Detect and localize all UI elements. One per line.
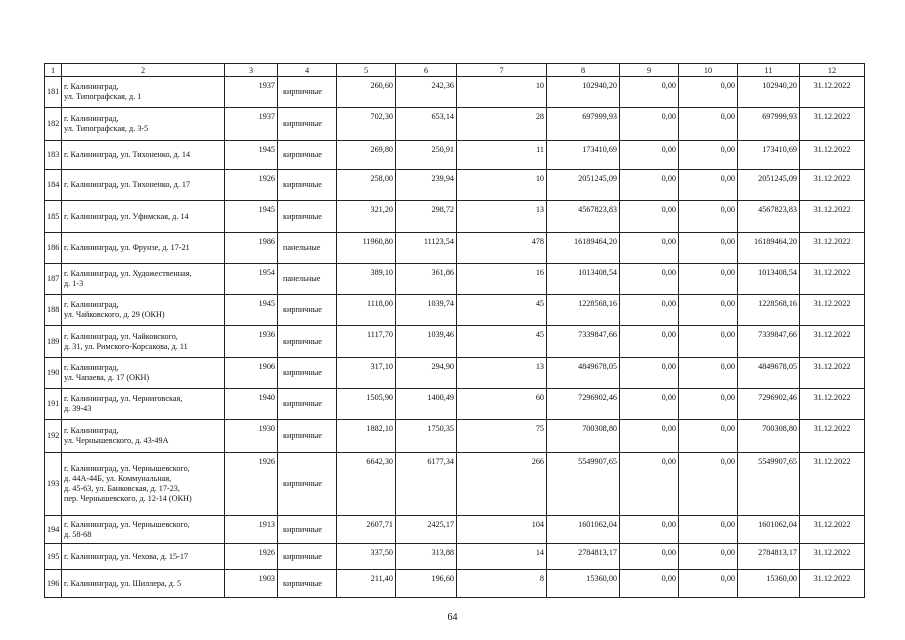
completion-date-cell: 31.12.2022	[800, 358, 865, 389]
column-header: 4	[278, 64, 337, 77]
table-body	[45, 64, 865, 598]
local-budget-cost-cell: 0,00	[679, 170, 738, 201]
year-built-cell: 1903	[225, 570, 278, 598]
wall-material-cell: кирпичные	[278, 141, 337, 170]
total-area-cell: 1882,10	[337, 420, 396, 453]
regional-fund-cost-cell: 0,00	[620, 326, 679, 358]
owners-funds-cost-cell: 4849678,05	[738, 358, 800, 389]
row-number-cell: 182	[45, 108, 62, 141]
completion-date-cell: 31.12.2022	[800, 233, 865, 264]
repair-cost-total-cell: 700308,80	[547, 420, 620, 453]
total-area-cell: 389,10	[337, 264, 396, 295]
address-cell: г. Калининград, ул. Чернышевского, д. 43-49А	[62, 420, 225, 453]
regional-fund-cost-cell: 0,00	[620, 295, 679, 326]
wall-material-cell: кирпичные	[278, 453, 337, 516]
local-budget-cost-cell: 0,00	[679, 264, 738, 295]
owners-funds-cost-cell: 173410,69	[738, 141, 800, 170]
row-number-cell: 195	[45, 544, 62, 570]
regional-fund-cost-cell: 0,00	[620, 570, 679, 598]
address-cell: г. Калининград, ул. Чайковского, д. 29 (ОКН)	[62, 295, 225, 326]
regional-fund-cost-cell: 0,00	[620, 108, 679, 141]
column-header: 5	[337, 64, 396, 77]
completion-date-cell: 31.12.2022	[800, 141, 865, 170]
year-built-cell: 1906	[225, 358, 278, 389]
row-number-cell: 181	[45, 77, 62, 108]
year-built-cell: 1945	[225, 201, 278, 233]
total-area-cell: 337,50	[337, 544, 396, 570]
total-area-cell: 269,80	[337, 141, 396, 170]
address-cell: г. Калининград, ул. Чернышевского, д. 58-68	[62, 516, 225, 544]
wall-material-cell: кирпичные	[278, 358, 337, 389]
completion-date-cell: 31.12.2022	[800, 170, 865, 201]
local-budget-cost-cell: 0,00	[679, 420, 738, 453]
row-number-cell: 183	[45, 141, 62, 170]
completion-date-cell: 31.12.2022	[800, 108, 865, 141]
regional-fund-cost-cell: 0,00	[620, 389, 679, 420]
address-cell: г. Калининград, ул. Фрунзе, д. 17-21	[62, 233, 225, 264]
table-row	[45, 141, 865, 170]
column-header: 11	[738, 64, 800, 77]
repair-cost-total-cell: 2051245,09	[547, 170, 620, 201]
residents-count-cell: 104	[457, 516, 547, 544]
row-number-cell: 187	[45, 264, 62, 295]
table-row	[45, 544, 865, 570]
table-row	[45, 358, 865, 389]
owners-funds-cost-cell: 2784813,17	[738, 544, 800, 570]
residents-count-cell: 13	[457, 201, 547, 233]
owners-funds-cost-cell: 1013408,54	[738, 264, 800, 295]
completion-date-cell: 31.12.2022	[800, 201, 865, 233]
completion-date-cell: 31.12.2022	[800, 420, 865, 453]
local-budget-cost-cell: 0,00	[679, 201, 738, 233]
row-number-cell: 196	[45, 570, 62, 598]
living-area-cell: 1039,74	[396, 295, 457, 326]
address-cell: г. Калининград, ул. Художественная, д. 1-3	[62, 264, 225, 295]
table-row	[45, 516, 865, 544]
address-cell: г. Калининград, ул. Черниговская, д. 39-43	[62, 389, 225, 420]
column-header: 7	[457, 64, 547, 77]
address-cell: г. Калининград, ул. Шиллера, д. 5	[62, 570, 225, 598]
owners-funds-cost-cell: 15360,00	[738, 570, 800, 598]
residents-count-cell: 266	[457, 453, 547, 516]
row-number-cell: 189	[45, 326, 62, 358]
living-area-cell: 294,90	[396, 358, 457, 389]
column-header: 2	[62, 64, 225, 77]
owners-funds-cost-cell: 2051245,09	[738, 170, 800, 201]
regional-fund-cost-cell: 0,00	[620, 141, 679, 170]
regional-fund-cost-cell: 0,00	[620, 77, 679, 108]
local-budget-cost-cell: 0,00	[679, 233, 738, 264]
total-area-cell: 1505,90	[337, 389, 396, 420]
living-area-cell: 239,94	[396, 170, 457, 201]
residents-count-cell: 14	[457, 544, 547, 570]
table-row	[45, 389, 865, 420]
regional-fund-cost-cell: 0,00	[620, 358, 679, 389]
local-budget-cost-cell: 0,00	[679, 326, 738, 358]
residents-count-cell: 13	[457, 358, 547, 389]
column-header: 10	[679, 64, 738, 77]
residents-count-cell: 75	[457, 420, 547, 453]
wall-material-cell: кирпичные	[278, 570, 337, 598]
table-row	[45, 295, 865, 326]
repair-cost-total-cell: 1228568,16	[547, 295, 620, 326]
repair-cost-total-cell: 4849678,05	[547, 358, 620, 389]
repair-cost-total-cell: 2784813,17	[547, 544, 620, 570]
owners-funds-cost-cell: 102940,20	[738, 77, 800, 108]
address-cell: г. Калининград, ул. Чехова, д. 15-17	[62, 544, 225, 570]
regional-fund-cost-cell: 0,00	[620, 233, 679, 264]
owners-funds-cost-cell: 16189464,20	[738, 233, 800, 264]
wall-material-cell: кирпичные	[278, 420, 337, 453]
owners-funds-cost-cell: 697999,93	[738, 108, 800, 141]
regional-fund-cost-cell: 0,00	[620, 201, 679, 233]
repair-cost-total-cell: 15360,00	[547, 570, 620, 598]
completion-date-cell: 31.12.2022	[800, 264, 865, 295]
column-header: 1	[45, 64, 62, 77]
column-header: 9	[620, 64, 679, 77]
living-area-cell: 1400,49	[396, 389, 457, 420]
table-row	[45, 264, 865, 295]
regional-fund-cost-cell: 0,00	[620, 544, 679, 570]
repair-cost-total-cell: 697999,93	[547, 108, 620, 141]
page-number: 64	[447, 612, 458, 623]
completion-date-cell: 31.12.2022	[800, 453, 865, 516]
wall-material-cell: кирпичные	[278, 544, 337, 570]
regional-fund-cost-cell: 0,00	[620, 420, 679, 453]
year-built-cell: 1937	[225, 77, 278, 108]
repair-cost-total-cell: 7296902,46	[547, 389, 620, 420]
residents-count-cell: 11	[457, 141, 547, 170]
total-area-cell: 211,40	[337, 570, 396, 598]
regional-fund-cost-cell: 0,00	[620, 170, 679, 201]
year-built-cell: 1936	[225, 326, 278, 358]
completion-date-cell: 31.12.2022	[800, 389, 865, 420]
year-built-cell: 1926	[225, 453, 278, 516]
living-area-cell: 298,72	[396, 201, 457, 233]
local-budget-cost-cell: 0,00	[679, 389, 738, 420]
residents-count-cell: 45	[457, 295, 547, 326]
regional-fund-cost-cell: 0,00	[620, 516, 679, 544]
row-number-cell: 194	[45, 516, 62, 544]
repair-cost-total-cell: 7339847,66	[547, 326, 620, 358]
wall-material-cell: кирпичные	[278, 108, 337, 141]
address-cell: г. Калининград, ул. Чернышевского, д. 44А-44Б, ул. Коммунальная, д. 45-63, ул. Банковская, д. 17-23, пер. Чернышевского, д. 12-14 (ОКН)	[62, 453, 225, 516]
year-built-cell: 1937	[225, 108, 278, 141]
living-area-cell: 653,14	[396, 108, 457, 141]
local-budget-cost-cell: 0,00	[679, 141, 738, 170]
table-row	[45, 420, 865, 453]
year-built-cell: 1913	[225, 516, 278, 544]
row-number-cell: 184	[45, 170, 62, 201]
year-built-cell: 1954	[225, 264, 278, 295]
wall-material-cell: панельные	[278, 233, 337, 264]
completion-date-cell: 31.12.2022	[800, 570, 865, 598]
year-built-cell: 1930	[225, 420, 278, 453]
table-row	[45, 453, 865, 516]
year-built-cell: 1926	[225, 544, 278, 570]
owners-funds-cost-cell: 4567823,83	[738, 201, 800, 233]
regional-fund-cost-cell: 0,00	[620, 453, 679, 516]
living-area-cell: 242,36	[396, 77, 457, 108]
table-row	[45, 570, 865, 598]
living-area-cell: 1750,35	[396, 420, 457, 453]
address-cell: г. Калининград, ул. Тихоненко, д. 14	[62, 141, 225, 170]
total-area-cell: 260,60	[337, 77, 396, 108]
repair-cost-total-cell: 16189464,20	[547, 233, 620, 264]
repair-cost-total-cell: 1601062,04	[547, 516, 620, 544]
residents-count-cell: 45	[457, 326, 547, 358]
residents-count-cell: 10	[457, 170, 547, 201]
column-header: 3	[225, 64, 278, 77]
local-budget-cost-cell: 0,00	[679, 544, 738, 570]
local-budget-cost-cell: 0,00	[679, 516, 738, 544]
repair-cost-total-cell: 4567823,83	[547, 201, 620, 233]
wall-material-cell: кирпичные	[278, 201, 337, 233]
living-area-cell: 361,86	[396, 264, 457, 295]
address-cell: г. Калининград, ул. Тихоненко, д. 17	[62, 170, 225, 201]
total-area-cell: 317,10	[337, 358, 396, 389]
local-budget-cost-cell: 0,00	[679, 77, 738, 108]
residents-count-cell: 16	[457, 264, 547, 295]
address-cell: г. Калининград, ул. Чайковского, д. 31, ул. Римского-Корсакова, д. 11	[62, 326, 225, 358]
repair-cost-total-cell: 1013408,54	[547, 264, 620, 295]
wall-material-cell: кирпичные	[278, 516, 337, 544]
column-header: 12	[800, 64, 865, 77]
wall-material-cell: панельные	[278, 264, 337, 295]
residents-count-cell: 478	[457, 233, 547, 264]
column-header: 8	[547, 64, 620, 77]
living-area-cell: 1039,46	[396, 326, 457, 358]
table-row	[45, 170, 865, 201]
capital-repair-register-table	[44, 63, 865, 598]
total-area-cell: 11960,80	[337, 233, 396, 264]
living-area-cell: 2425,17	[396, 516, 457, 544]
address-cell: г. Калининград, ул. Чапаева, д. 17 (ОКН)	[62, 358, 225, 389]
repair-cost-total-cell: 5549907,65	[547, 453, 620, 516]
table-row	[45, 326, 865, 358]
address-cell: г. Калининград, ул. Уфимская, д. 14	[62, 201, 225, 233]
living-area-cell: 250,91	[396, 141, 457, 170]
local-budget-cost-cell: 0,00	[679, 295, 738, 326]
row-number-cell: 193	[45, 453, 62, 516]
row-number-cell: 185	[45, 201, 62, 233]
living-area-cell: 6177,34	[396, 453, 457, 516]
wall-material-cell: кирпичные	[278, 389, 337, 420]
total-area-cell: 2607,71	[337, 516, 396, 544]
regional-fund-cost-cell: 0,00	[620, 264, 679, 295]
total-area-cell: 321,20	[337, 201, 396, 233]
completion-date-cell: 31.12.2022	[800, 326, 865, 358]
address-cell: г. Калининград, ул. Типографская, д. 1	[62, 77, 225, 108]
local-budget-cost-cell: 0,00	[679, 358, 738, 389]
living-area-cell: 11123,54	[396, 233, 457, 264]
repair-cost-total-cell: 173410,69	[547, 141, 620, 170]
wall-material-cell: кирпичные	[278, 295, 337, 326]
owners-funds-cost-cell: 7339847,66	[738, 326, 800, 358]
total-area-cell: 258,00	[337, 170, 396, 201]
row-number-cell: 186	[45, 233, 62, 264]
repair-cost-total-cell: 102940,20	[547, 77, 620, 108]
total-area-cell: 6642,30	[337, 453, 396, 516]
table-row	[45, 233, 865, 264]
year-built-cell: 1986	[225, 233, 278, 264]
total-area-cell: 1117,70	[337, 326, 396, 358]
owners-funds-cost-cell: 1228568,16	[738, 295, 800, 326]
owners-funds-cost-cell: 1601062,04	[738, 516, 800, 544]
total-area-cell: 1118,00	[337, 295, 396, 326]
wall-material-cell: кирпичные	[278, 170, 337, 201]
table-row	[45, 201, 865, 233]
total-area-cell: 702,30	[337, 108, 396, 141]
living-area-cell: 196,60	[396, 570, 457, 598]
column-number-row	[45, 64, 865, 77]
wall-material-cell: кирпичные	[278, 326, 337, 358]
completion-date-cell: 31.12.2022	[800, 516, 865, 544]
row-number-cell: 188	[45, 295, 62, 326]
owners-funds-cost-cell: 5549907,65	[738, 453, 800, 516]
residents-count-cell: 60	[457, 389, 547, 420]
owners-funds-cost-cell: 700308,80	[738, 420, 800, 453]
table-row	[45, 108, 865, 141]
column-header: 6	[396, 64, 457, 77]
residents-count-cell: 8	[457, 570, 547, 598]
year-built-cell: 1926	[225, 170, 278, 201]
owners-funds-cost-cell: 7296902,46	[738, 389, 800, 420]
completion-date-cell: 31.12.2022	[800, 77, 865, 108]
row-number-cell: 192	[45, 420, 62, 453]
row-number-cell: 190	[45, 358, 62, 389]
completion-date-cell: 31.12.2022	[800, 544, 865, 570]
completion-date-cell: 31.12.2022	[800, 295, 865, 326]
row-number-cell: 191	[45, 389, 62, 420]
residents-count-cell: 10	[457, 77, 547, 108]
residents-count-cell: 28	[457, 108, 547, 141]
local-budget-cost-cell: 0,00	[679, 453, 738, 516]
local-budget-cost-cell: 0,00	[679, 108, 738, 141]
wall-material-cell: кирпичные	[278, 77, 337, 108]
year-built-cell: 1945	[225, 295, 278, 326]
table-row	[45, 77, 865, 108]
living-area-cell: 313,88	[396, 544, 457, 570]
year-built-cell: 1940	[225, 389, 278, 420]
address-cell: г. Калининград, ул. Типографская, д. 3-5	[62, 108, 225, 141]
year-built-cell: 1945	[225, 141, 278, 170]
local-budget-cost-cell: 0,00	[679, 570, 738, 598]
